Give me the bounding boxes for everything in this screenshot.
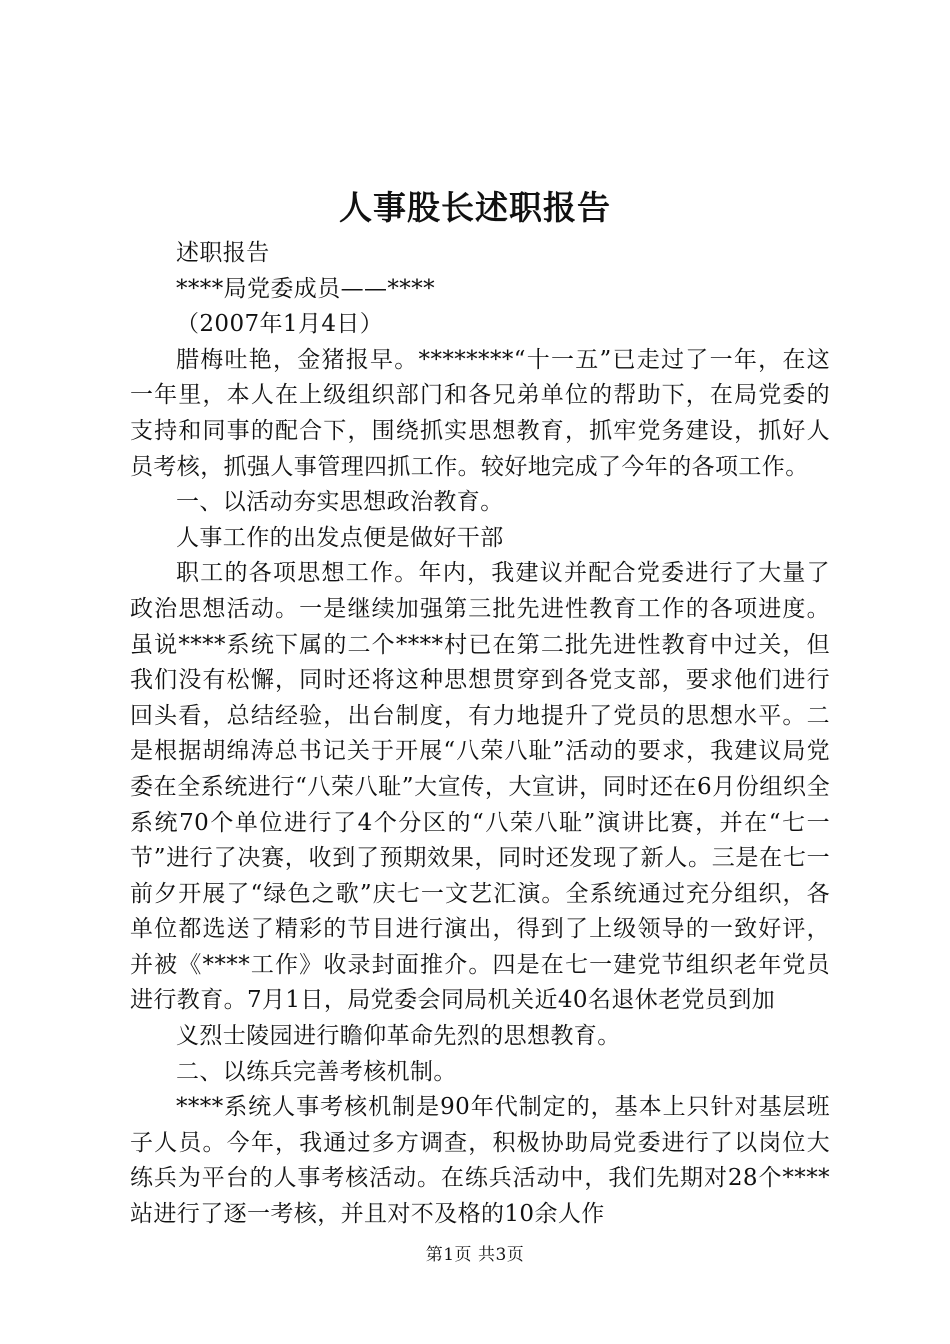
paragraph-intro: 腊梅吐艳，金猪报早。********“十一五”已走过了一年，在这一年里，本人在上级组织部门和各兄弟单位的帮助下，在局党委的支持和同事的配合下，围绕抓实思想教育，抓牢党务建设，抓好人员考核，抓强人事管理四抓工作。较好地完成了今年的各项工作。 <box>130 346 830 480</box>
section-heading-1: 一、以活动夯实思想政治教育。 <box>176 489 504 516</box>
paragraph-section-1-continuation: 义烈士陵园进行瞻仰革命先烈的思想教育。 <box>176 1023 621 1050</box>
paragraph-section-1-lead: 人事工作的出发点便是做好干部 <box>176 524 504 551</box>
paragraph-date: （2007年1月4日） <box>176 311 384 338</box>
paragraph-author: ****局党委成员——**** <box>176 275 435 302</box>
document-title: 人事股长述职报告 <box>339 188 611 227</box>
paragraph-section-2-body: ****系统人事考核机制是90年代制定的，基本上只针对基层班子人员。今年，我通过多方调查，积极协助局党委进行了以岗位大练兵为平台的人事考核活动。在练兵活动中，我们先期对28个****站进行了逐一考核，并且对不及格的10余人作 <box>130 1094 830 1228</box>
document-body <box>130 236 830 1233</box>
section-heading-2: 二、以练兵完善考核机制。 <box>176 1058 457 1085</box>
page-footer: 第1页 共3页 <box>425 1245 525 1265</box>
paragraph-section-1-body: 职工的各项思想工作。年内，我建议并配合党委进行了大量了政治思想活动。一是继续加强第三批先进性教育工作的各项进度。虽说****系统下属的二个****村已在第二批先进性教育中过关，但我们没有松懈，同时还将这种思想贯穿到各党支部，要求他们进行回头看，总结经验，出台制度，有力地提升了党员的思想水平。二是根据胡绵涛总书记关于开展“八荣八耻”活动的要求，我建议局党委在全系统进行“八荣八耻”大宣传，大宣讲，同时还在6月份组织全系统70个单位进行了4个分区的“八荣八耻”演讲比赛，并在“七一节”进行了决赛，收到了预期效果，同时还发现了新人。三是在七一前夕开展了“绿色之歌”庆七一文艺汇演。全系统通过充分组织，各单位都选送了精彩的节目进行演出，得到了上级领导的一致好评，并被《****工作》收录封面推介。四是在七一建党节组织老年党员进行教育。7月1日，局党委会同局机关近40名退休老党员到加 <box>130 560 830 1014</box>
paragraph-heading-label: 述职报告 <box>176 240 270 266</box>
